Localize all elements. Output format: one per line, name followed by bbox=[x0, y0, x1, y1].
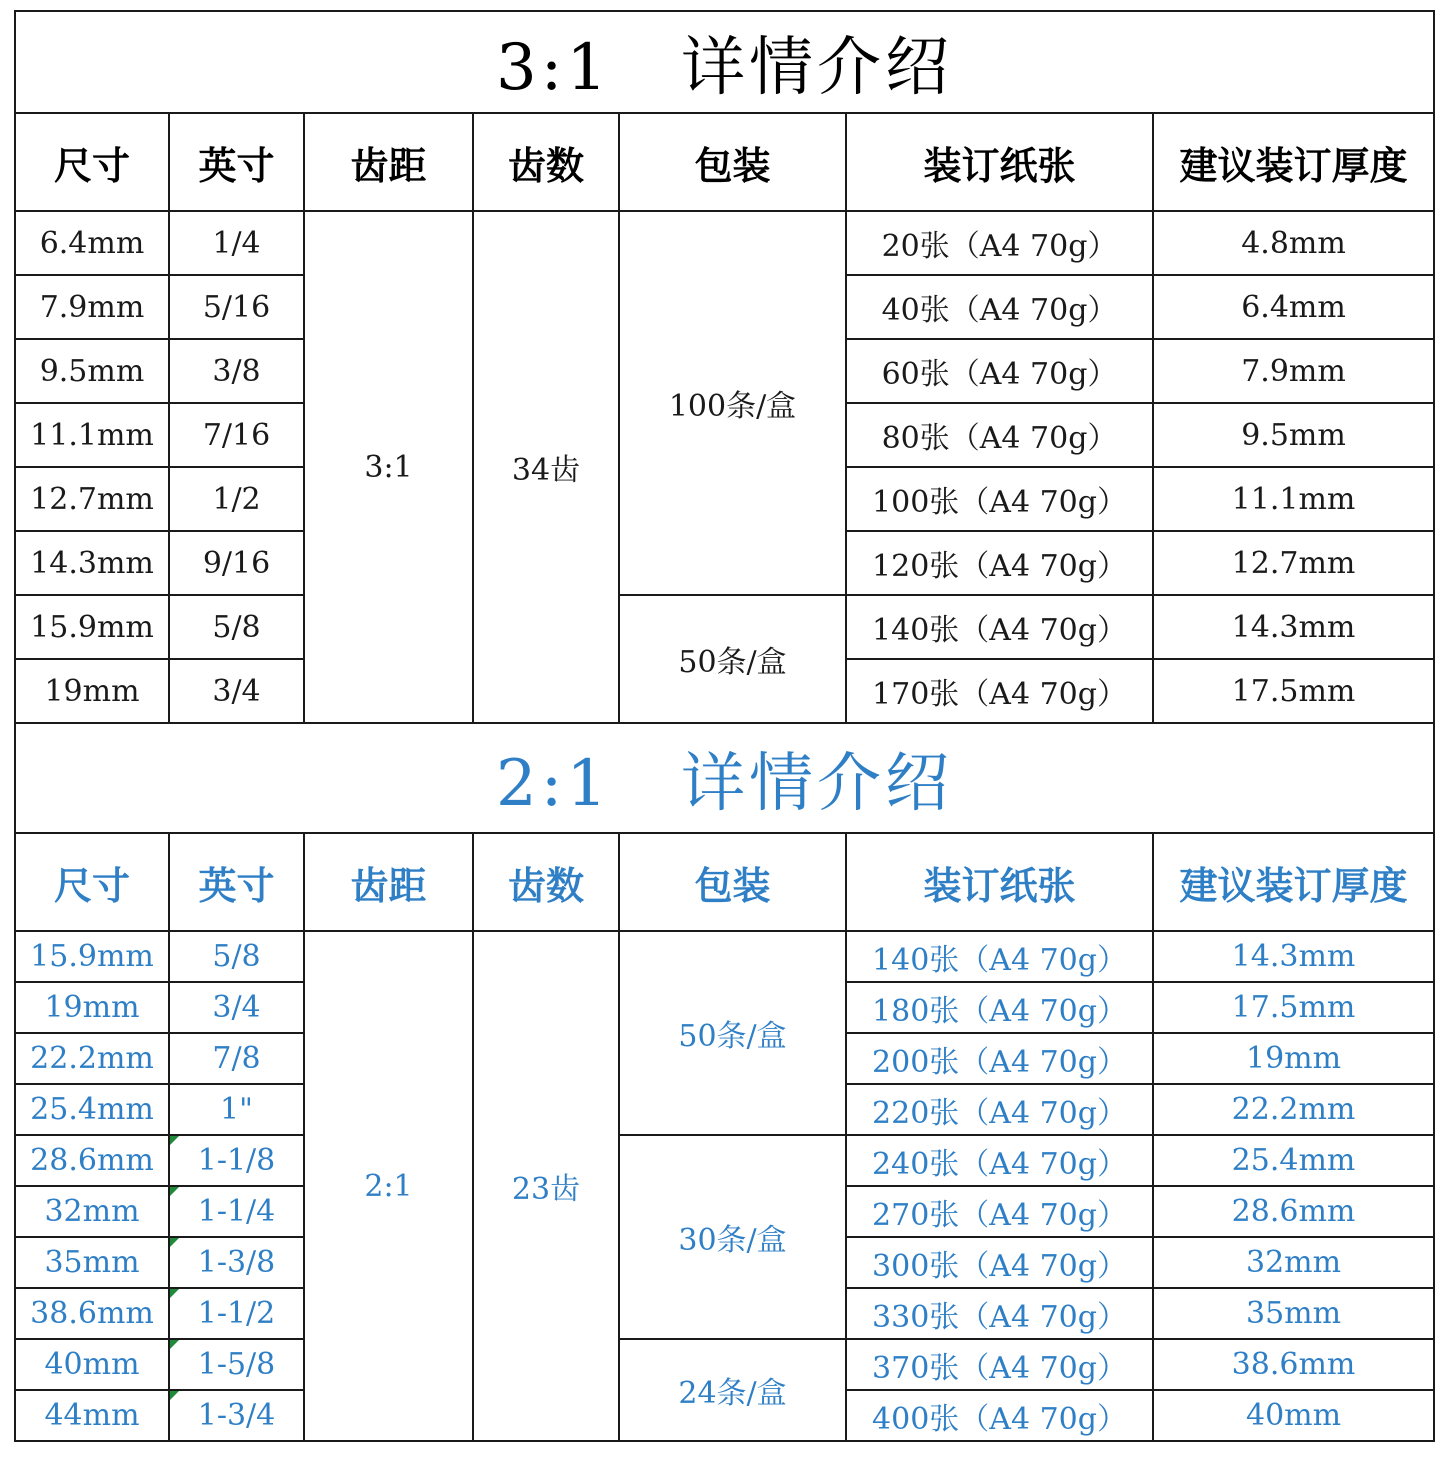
paper-cell: 220张（A4 70g） bbox=[846, 1084, 1153, 1135]
title-text: 详情介绍 bbox=[681, 31, 954, 105]
thickness-cell: 38.6mm bbox=[1153, 1339, 1434, 1390]
inch-cell: 1-1/2 bbox=[169, 1288, 304, 1339]
thickness-cell: 28.6mm bbox=[1153, 1186, 1434, 1237]
column-header: 齿数 bbox=[473, 113, 619, 211]
column-header: 齿距 bbox=[304, 833, 473, 931]
section-title bbox=[15, 11, 1434, 113]
size-cell: 12.7mm bbox=[15, 467, 169, 531]
title-ratio: 2:1 bbox=[496, 747, 612, 821]
paper-cell: 400张（A4 70g） bbox=[846, 1390, 1153, 1441]
size-cell: 15.9mm bbox=[15, 931, 169, 982]
paper-cell: 240张（A4 70g） bbox=[846, 1135, 1153, 1186]
size-cell: 22.2mm bbox=[15, 1033, 169, 1084]
section-title-row bbox=[15, 11, 1434, 113]
column-header: 包装 bbox=[619, 113, 846, 211]
thickness-cell: 25.4mm bbox=[1153, 1135, 1434, 1186]
column-header: 装订纸张 bbox=[846, 113, 1153, 211]
section-title-row bbox=[15, 723, 1434, 833]
thickness-cell: 6.4mm bbox=[1153, 275, 1434, 339]
thickness-cell: 22.2mm bbox=[1153, 1084, 1434, 1135]
column-header: 齿数 bbox=[473, 833, 619, 931]
column-header: 建议装订厚度 bbox=[1153, 113, 1434, 211]
size-cell: 25.4mm bbox=[15, 1084, 169, 1135]
inch-cell: 3/4 bbox=[169, 659, 304, 723]
pack-cell: 50条/盒 bbox=[619, 595, 846, 723]
section-title bbox=[15, 723, 1434, 833]
teeth-cell: 34齿 bbox=[473, 211, 619, 723]
size-cell: 6.4mm bbox=[15, 211, 169, 275]
column-header: 建议装订厚度 bbox=[1153, 833, 1434, 931]
paper-cell: 40张（A4 70g） bbox=[846, 275, 1153, 339]
thickness-cell: 17.5mm bbox=[1153, 982, 1434, 1033]
title-ratio: 3:1 bbox=[496, 31, 612, 105]
paper-cell: 330张（A4 70g） bbox=[846, 1288, 1153, 1339]
pack-cell: 50条/盒 bbox=[619, 931, 846, 1135]
inch-cell: 5/8 bbox=[169, 931, 304, 982]
paper-cell: 20张（A4 70g） bbox=[846, 211, 1153, 275]
thickness-cell: 32mm bbox=[1153, 1237, 1434, 1288]
pitch-cell: 3:1 bbox=[304, 211, 473, 723]
inch-cell: 1-1/8 bbox=[169, 1135, 304, 1186]
size-cell: 32mm bbox=[15, 1186, 169, 1237]
inch-cell: 1" bbox=[169, 1084, 304, 1135]
size-cell: 38.6mm bbox=[15, 1288, 169, 1339]
inch-cell: 7/16 bbox=[169, 403, 304, 467]
paper-cell: 370张（A4 70g） bbox=[846, 1339, 1153, 1390]
table-row bbox=[15, 595, 1434, 659]
size-cell: 14.3mm bbox=[15, 531, 169, 595]
column-header: 尺寸 bbox=[15, 833, 169, 931]
table-row bbox=[15, 931, 1434, 982]
paper-cell: 100张（A4 70g） bbox=[846, 467, 1153, 531]
size-cell: 19mm bbox=[15, 982, 169, 1033]
inch-cell: 1-3/4 bbox=[169, 1390, 304, 1441]
column-header: 尺寸 bbox=[15, 113, 169, 211]
table-row bbox=[15, 1135, 1434, 1186]
column-header: 英寸 bbox=[169, 113, 304, 211]
inch-cell: 5/16 bbox=[169, 275, 304, 339]
thickness-cell: 17.5mm bbox=[1153, 659, 1434, 723]
inch-cell: 3/8 bbox=[169, 339, 304, 403]
paper-cell: 170张（A4 70g） bbox=[846, 659, 1153, 723]
paper-cell: 300张（A4 70g） bbox=[846, 1237, 1153, 1288]
inch-cell: 7/8 bbox=[169, 1033, 304, 1084]
column-header: 装订纸张 bbox=[846, 833, 1153, 931]
inch-cell: 5/8 bbox=[169, 595, 304, 659]
thickness-cell: 19mm bbox=[1153, 1033, 1434, 1084]
thickness-cell: 9.5mm bbox=[1153, 403, 1434, 467]
size-cell: 7.9mm bbox=[15, 275, 169, 339]
size-cell: 9.5mm bbox=[15, 339, 169, 403]
pack-cell: 24条/盒 bbox=[619, 1339, 846, 1441]
title-text: 详情介绍 bbox=[681, 747, 954, 821]
thickness-cell: 14.3mm bbox=[1153, 931, 1434, 982]
teeth-cell: 23齿 bbox=[473, 931, 619, 1441]
spec-table bbox=[14, 10, 1435, 1442]
paper-cell: 200张（A4 70g） bbox=[846, 1033, 1153, 1084]
size-cell: 11.1mm bbox=[15, 403, 169, 467]
inch-cell: 1-1/4 bbox=[169, 1186, 304, 1237]
size-cell: 15.9mm bbox=[15, 595, 169, 659]
paper-cell: 140张（A4 70g） bbox=[846, 931, 1153, 982]
paper-cell: 80张（A4 70g） bbox=[846, 403, 1153, 467]
thickness-cell: 35mm bbox=[1153, 1288, 1434, 1339]
pack-cell: 30条/盒 bbox=[619, 1135, 846, 1339]
thickness-cell: 7.9mm bbox=[1153, 339, 1434, 403]
thickness-cell: 4.8mm bbox=[1153, 211, 1434, 275]
column-header: 包装 bbox=[619, 833, 846, 931]
size-cell: 44mm bbox=[15, 1390, 169, 1441]
thickness-cell: 40mm bbox=[1153, 1390, 1434, 1441]
inch-cell: 9/16 bbox=[169, 531, 304, 595]
thickness-cell: 12.7mm bbox=[1153, 531, 1434, 595]
column-header: 英寸 bbox=[169, 833, 304, 931]
inch-cell: 1-5/8 bbox=[169, 1339, 304, 1390]
paper-cell: 270张（A4 70g） bbox=[846, 1186, 1153, 1237]
paper-cell: 60张（A4 70g） bbox=[846, 339, 1153, 403]
paper-cell: 120张（A4 70g） bbox=[846, 531, 1153, 595]
pack-cell: 100条/盒 bbox=[619, 211, 846, 595]
paper-cell: 140张（A4 70g） bbox=[846, 595, 1153, 659]
size-cell: 35mm bbox=[15, 1237, 169, 1288]
inch-cell: 3/4 bbox=[169, 982, 304, 1033]
pitch-cell: 2:1 bbox=[304, 931, 473, 1441]
inch-cell: 1/4 bbox=[169, 211, 304, 275]
inch-cell: 1-3/8 bbox=[169, 1237, 304, 1288]
thickness-cell: 14.3mm bbox=[1153, 595, 1434, 659]
inch-cell: 1/2 bbox=[169, 467, 304, 531]
header-row bbox=[15, 113, 1434, 211]
thickness-cell: 11.1mm bbox=[1153, 467, 1434, 531]
header-row bbox=[15, 833, 1434, 931]
size-cell: 28.6mm bbox=[15, 1135, 169, 1186]
column-header: 齿距 bbox=[304, 113, 473, 211]
size-cell: 40mm bbox=[15, 1339, 169, 1390]
table-row bbox=[15, 1339, 1434, 1390]
paper-cell: 180张（A4 70g） bbox=[846, 982, 1153, 1033]
table-row bbox=[15, 211, 1434, 275]
size-cell: 19mm bbox=[15, 659, 169, 723]
